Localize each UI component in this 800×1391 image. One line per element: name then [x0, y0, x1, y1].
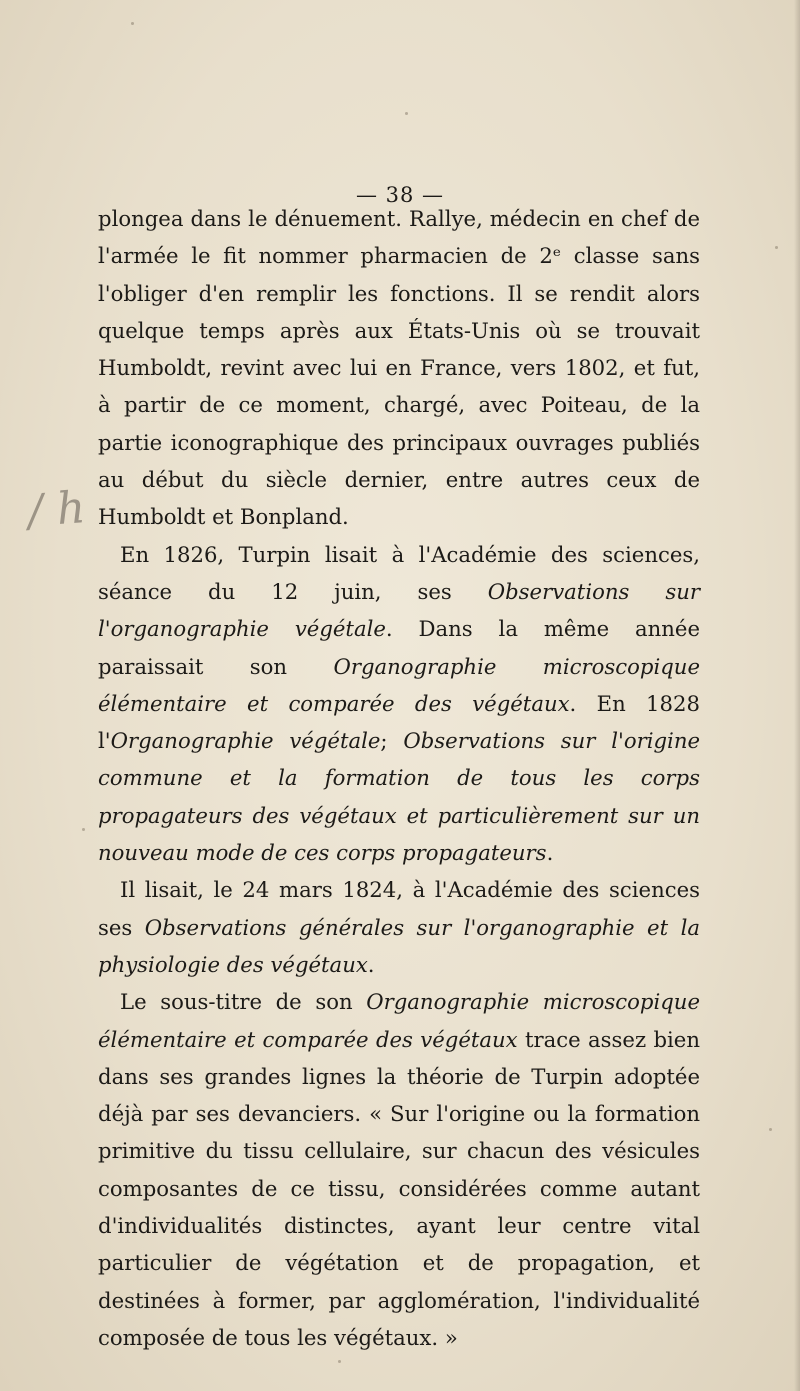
- italic-title-text: Observations générales sur l'organographie et la physiologie des végétaux: [98, 914, 700, 977]
- body-text-run: Le sous-titre de son: [120, 989, 367, 1015]
- body-text-run: plongea dans le dénuement. Rallye, médecin en chef de l'armée le fit nommer pharmacien de 2ᵉ classe sans l'obliger d'en remplir les fonctions. Il se rendit alors quelque temps après aux États-Unis où se trouvait Humboldt, revint avec lui en France, vers 1802, et fut, à partir de ce moment, chargé, avec Poiteau, de la partie iconographique des principaux ouvrages publiés au début du siècle dernier, entre autres ceux de Humboldt et Bonpland.: [98, 206, 700, 530]
- paper-speck: [775, 246, 778, 249]
- page-edge-shadow: [794, 0, 800, 1391]
- body-text-run: trace assez bien dans ses grandes lignes la théorie de Turpin adoptée déjà par ses devanciers. « Sur l'origine ou la formation primitive du tissu cellulaire, sur chacun des vésicules composantes de ce tissu, considérées comme autant d'individualités distinctes, ayant leur centre vital particulier de végétation et de propagation, et destinées à former, par agglomération, l'individualité composée de tous les végétaux. »: [98, 1026, 700, 1350]
- page-number: — 38 —: [355, 183, 445, 207]
- paragraph: [98, 871, 700, 983]
- paper-speck: [405, 112, 408, 115]
- body-text-run: . En 1828 l': [98, 690, 700, 754]
- paragraph: [98, 200, 700, 536]
- paper-speck: [338, 1360, 341, 1363]
- body-text-run: .: [367, 951, 375, 977]
- italic-title-text: Observations sur l'origine commune et la formation de tous les corps propagateurs des végétaux et particulièrement sur un nouveau mode de ces corps propagateurs: [98, 728, 701, 866]
- paragraph: [98, 536, 700, 872]
- body-text-run: . Dans la même année paraissait son: [98, 616, 700, 679]
- italic-title-text: Organographie microscopique élémentaire et comparée des végétaux: [98, 653, 700, 716]
- body-text-run: ;: [380, 728, 404, 754]
- italic-title-text: Organographie végétale: [110, 728, 381, 754]
- margin-pencil-note: / h: [26, 482, 87, 537]
- paragraph: [98, 983, 700, 1356]
- paper-speck: [82, 828, 85, 831]
- body-text: [98, 200, 700, 1356]
- body-text-run: En 1826, Turpin lisait à l'Académie des sciences, séance du 12 juin, ses: [98, 541, 700, 604]
- body-text-run: Il lisait, le 24 mars 1824, à l'Académie des sciences ses: [98, 877, 700, 940]
- body-text-run: .: [546, 840, 554, 866]
- italic-title-text: Observations sur l'organographie végétale: [98, 578, 700, 642]
- paper-speck: [131, 22, 134, 25]
- paper-speck: [769, 1128, 772, 1131]
- italic-title-text: Organographie microscopique élémentaire et comparée des végétaux: [98, 989, 700, 1052]
